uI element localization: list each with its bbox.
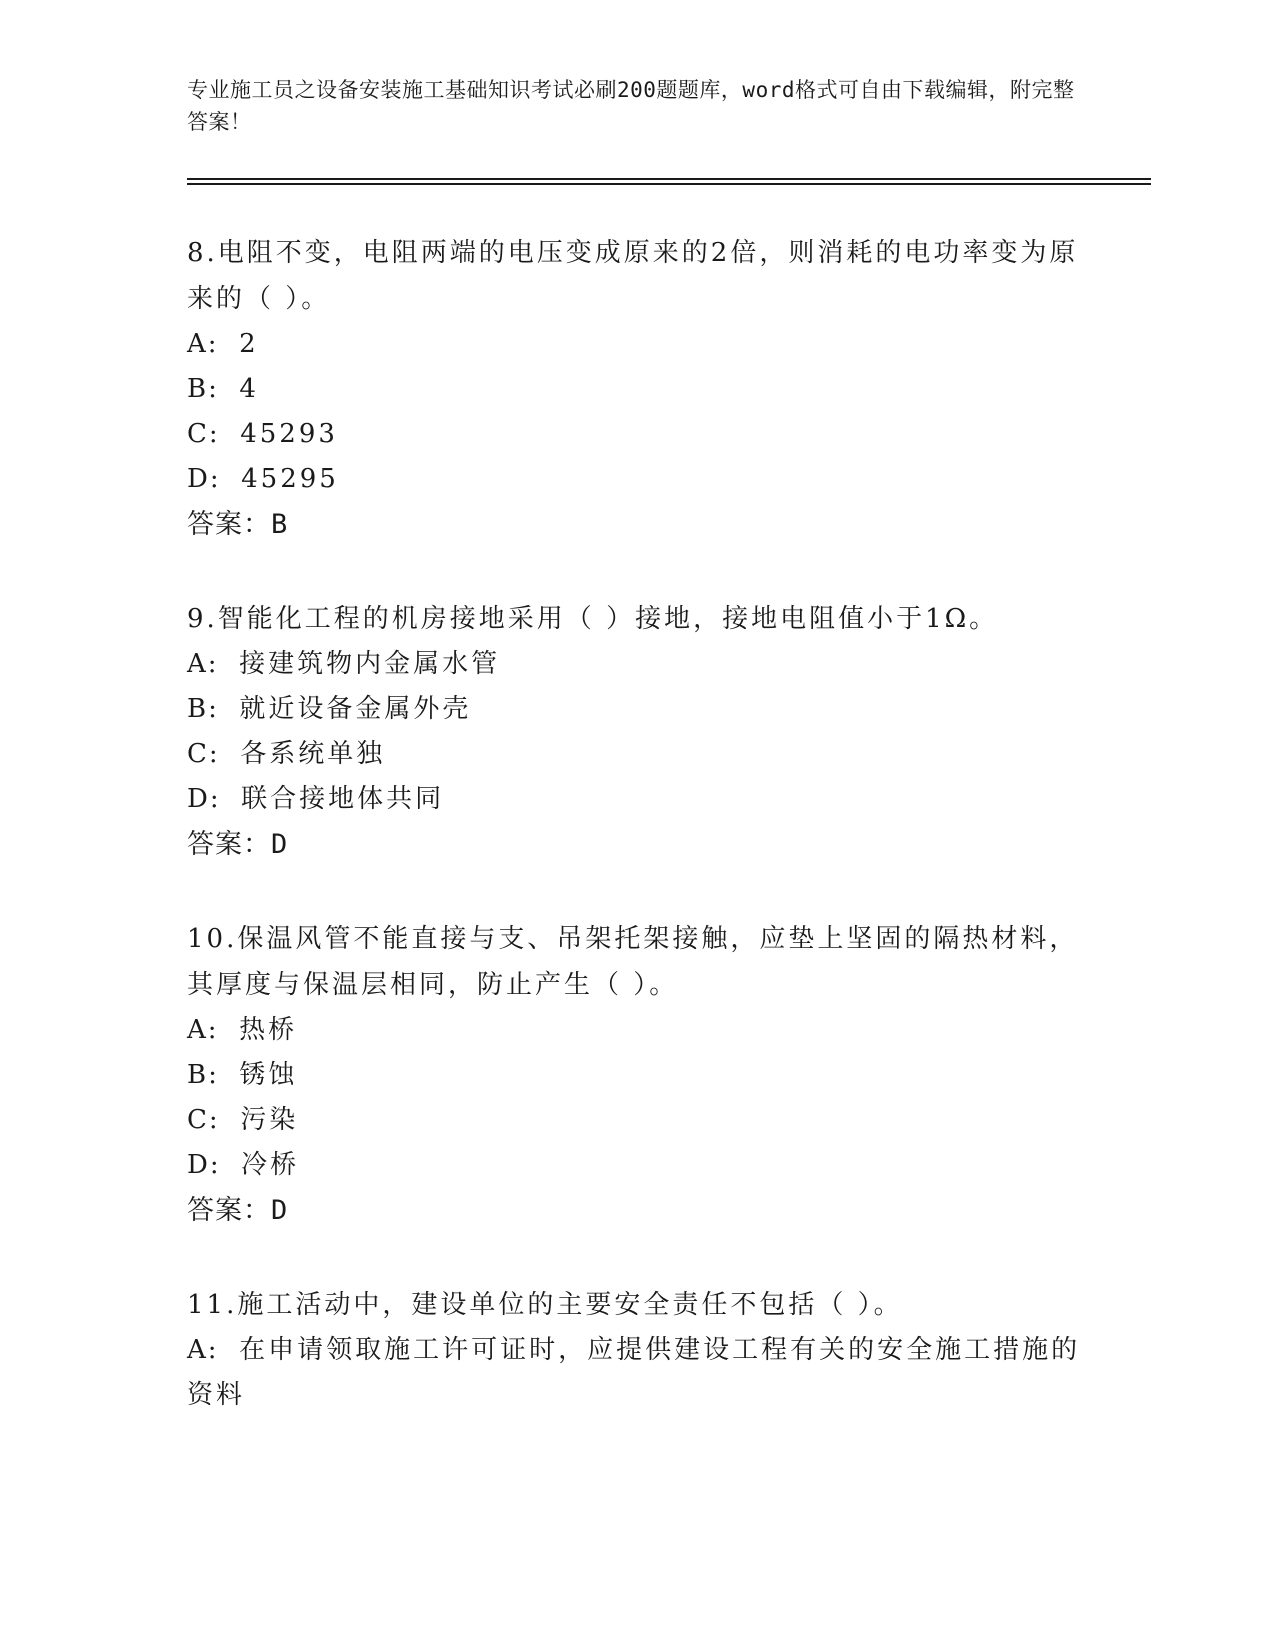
option-text: 在申请领取施工许可证时，应提供建设工程有关的安全施工措施的资料 (187, 1335, 1081, 1410)
option-d (187, 1143, 1087, 1188)
option-text: 冷桥 (241, 1150, 300, 1180)
option-text: 2 (239, 329, 259, 359)
question-stem: 10.保温风管不能直接与支、吊架托架接触，应垫上坚固的隔热材料，其厚度与保温层相同，防止产生（ ）。 (187, 924, 1079, 1000)
option-text: 45295 (241, 464, 339, 494)
answer-line: 答案：B (187, 509, 289, 540)
option-key: D: (187, 1150, 221, 1180)
option-text: 45293 (240, 419, 338, 449)
option-c (187, 412, 1087, 457)
option-key: C: (187, 739, 220, 769)
header-divider-bottom (187, 183, 1151, 185)
option-key: A: (187, 1015, 219, 1045)
question-item (187, 916, 1087, 1234)
option-key: C: (187, 1105, 220, 1135)
option-b (187, 1053, 1087, 1098)
option-b (187, 367, 1087, 412)
option-text: 热桥 (239, 1015, 298, 1045)
header-divider-top (187, 178, 1151, 180)
option-text: 各系统单独 (240, 739, 386, 769)
document-header (187, 74, 1087, 138)
question-stem: 8.电阻不变，电阻两端的电压变成原来的2倍，则消耗的电功率变为原来的（ ）。 (187, 238, 1079, 314)
question-list (187, 230, 1087, 1466)
option-text: 接建筑物内金属水管 (239, 649, 501, 679)
option-text: 联合接地体共同 (241, 784, 445, 814)
option-text: 污染 (240, 1105, 299, 1135)
option-text: 4 (239, 374, 259, 404)
option-d (187, 777, 1087, 822)
answer-line: 答案：D (187, 829, 289, 860)
question-stem: 9.智能化工程的机房接地采用（ ）接地，接地电阻值小于1Ω。 (187, 604, 999, 634)
option-d (187, 457, 1087, 502)
option-key: A: (187, 649, 219, 679)
option-c (187, 732, 1087, 777)
option-key: B: (187, 1060, 219, 1090)
header-title: 专业施工员之设备安装施工基础知识考试必刷200题题库，word格式可自由下载编辑，附完整答案！ (187, 78, 1075, 134)
question-item (187, 230, 1087, 548)
option-text: 就近设备金属外壳 (239, 694, 472, 724)
option-key: C: (187, 419, 220, 449)
option-a (187, 1008, 1087, 1053)
option-c (187, 1098, 1087, 1143)
option-key: B: (187, 694, 219, 724)
option-a (187, 322, 1087, 367)
option-key: A: (187, 1335, 219, 1365)
option-a (187, 642, 1087, 687)
option-text: 锈蚀 (239, 1060, 298, 1090)
answer-line: 答案：D (187, 1195, 289, 1226)
option-b (187, 687, 1087, 732)
question-item (187, 596, 1087, 868)
question-item (187, 1282, 1087, 1418)
option-key: A: (187, 329, 219, 359)
option-a (187, 1328, 1087, 1418)
option-key: D: (187, 784, 221, 814)
option-key: D: (187, 464, 221, 494)
question-stem: 11.施工活动中，建设单位的主要安全责任不包括（ ）。 (187, 1290, 903, 1320)
option-key: B: (187, 374, 219, 404)
